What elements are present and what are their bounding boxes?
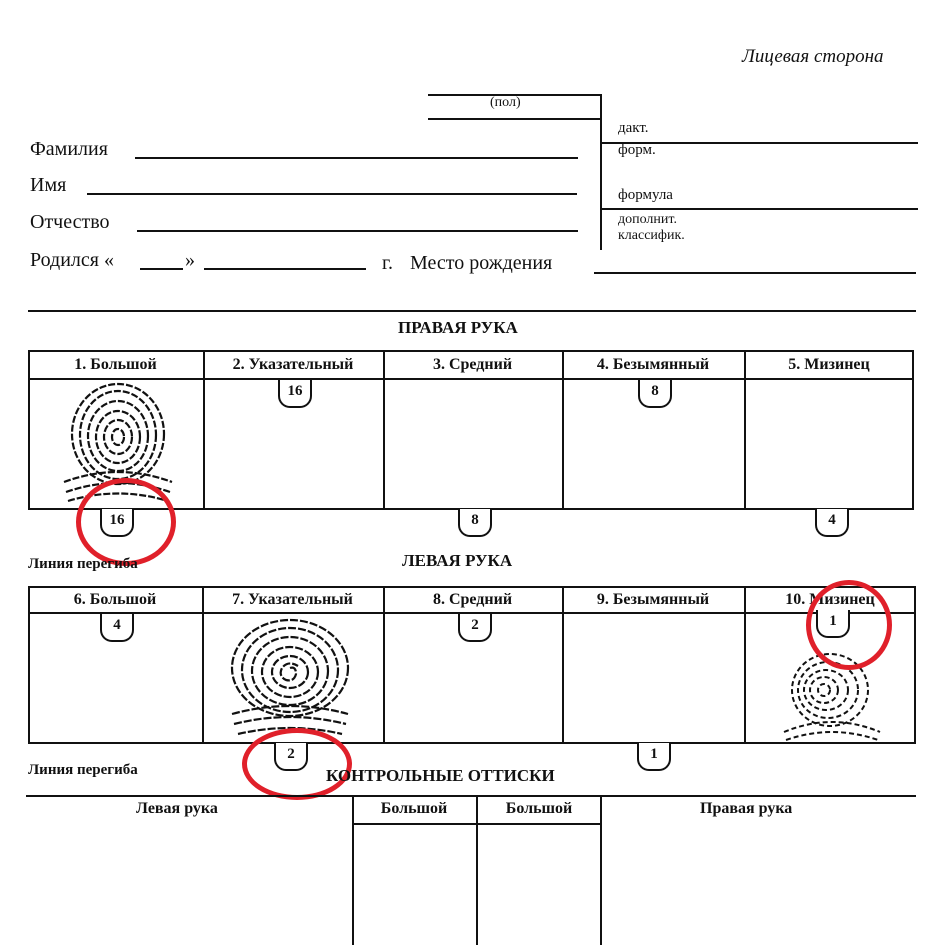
left-finger-9: 9. Безымянный bbox=[596, 591, 710, 608]
control-thumbs-label-row bbox=[352, 823, 602, 825]
right-finger-2: 2. Указательный bbox=[232, 356, 354, 373]
born-close: » bbox=[185, 249, 195, 271]
born-month-field[interactable] bbox=[204, 268, 366, 270]
right-col-div-1 bbox=[203, 350, 205, 510]
right-finger-1: 1. Большой bbox=[74, 356, 157, 373]
right-hand-title: ПРАВАЯ РУКА bbox=[398, 318, 518, 337]
left-col-div-3 bbox=[562, 586, 564, 744]
left-hand-title: ЛЕВАЯ РУКА bbox=[402, 551, 513, 570]
right-col-div-2 bbox=[383, 350, 385, 510]
birthplace-label: Место рождения bbox=[410, 252, 553, 274]
highlight-circle-3 bbox=[806, 580, 892, 670]
left-col-div-2 bbox=[383, 586, 385, 744]
form-label: форм. bbox=[618, 142, 656, 158]
right-code-bottom-2: 8 bbox=[458, 509, 492, 537]
control-right-hand: Правая рука bbox=[700, 800, 793, 817]
left-code-bottom-1: 2 bbox=[274, 743, 308, 771]
right-code-top-1: 16 bbox=[278, 380, 312, 408]
left-finger-10: 10. Мизинец bbox=[785, 591, 875, 608]
left-finger-8: 8. Средний bbox=[432, 591, 513, 608]
control-thumb-right: Большой bbox=[505, 800, 573, 817]
dakt-label: дакт. bbox=[618, 120, 649, 136]
left-code-top-1: 4 bbox=[100, 614, 134, 642]
control-title: КОНТРОЛЬНЫЕ ОТТИСКИ bbox=[326, 766, 555, 785]
right-code-bottom-1: 16 bbox=[100, 509, 134, 537]
sex-box-bottom bbox=[428, 118, 600, 120]
patronymic-label: Отчество bbox=[30, 211, 110, 233]
highlight-circle-2 bbox=[242, 728, 352, 800]
control-left-hand: Левая рука bbox=[136, 800, 218, 817]
right-code-top-2: 8 bbox=[638, 380, 672, 408]
year-label: г. bbox=[382, 252, 393, 274]
birthplace-field[interactable] bbox=[594, 272, 916, 274]
name-label: Имя bbox=[30, 174, 67, 196]
fold-line-label-2: Линия перегиба bbox=[28, 762, 138, 778]
right-finger-5: 5. Мизинец bbox=[788, 356, 870, 373]
right-finger-4: 4. Безымянный bbox=[596, 356, 710, 373]
left-code-top-3: 1 bbox=[816, 610, 850, 638]
right-col-div-4 bbox=[744, 350, 746, 510]
born-day-field[interactable] bbox=[140, 268, 183, 270]
left-col-div-4 bbox=[744, 586, 746, 744]
face-side-label: Лицевая сторона bbox=[742, 46, 884, 67]
fingerprint-left-index bbox=[228, 618, 352, 738]
right-col-div-3 bbox=[562, 350, 564, 510]
extra-label-2: классифик. bbox=[618, 228, 685, 243]
fold-line-label-1: Линия перегиба bbox=[28, 556, 138, 572]
formula-line bbox=[602, 208, 918, 210]
left-code-bottom-2: 1 bbox=[637, 743, 671, 771]
left-finger-6: 6. Большой bbox=[73, 591, 157, 608]
header-divider bbox=[28, 310, 916, 312]
left-finger-7: 7. Указательный bbox=[232, 591, 353, 608]
patronymic-field[interactable] bbox=[137, 230, 578, 232]
control-thumb-left: Большой bbox=[380, 800, 448, 817]
extra-label-1: дополнит. bbox=[618, 212, 677, 227]
surname-label: Фамилия bbox=[30, 138, 108, 160]
highlight-circle-1 bbox=[76, 478, 176, 566]
right-finger-3: 3. Средний bbox=[432, 356, 513, 373]
right-hand-label-row bbox=[28, 378, 914, 380]
formula-label: формула bbox=[618, 187, 673, 203]
left-code-top-2: 2 bbox=[458, 614, 492, 642]
name-field[interactable] bbox=[87, 193, 577, 195]
sex-label: (пол) bbox=[490, 95, 521, 110]
surname-field[interactable] bbox=[135, 157, 578, 159]
sex-box-right bbox=[600, 94, 602, 250]
right-code-bottom-3: 4 bbox=[815, 509, 849, 537]
born-label: Родился « bbox=[30, 249, 114, 271]
left-col-div-1 bbox=[202, 586, 204, 744]
